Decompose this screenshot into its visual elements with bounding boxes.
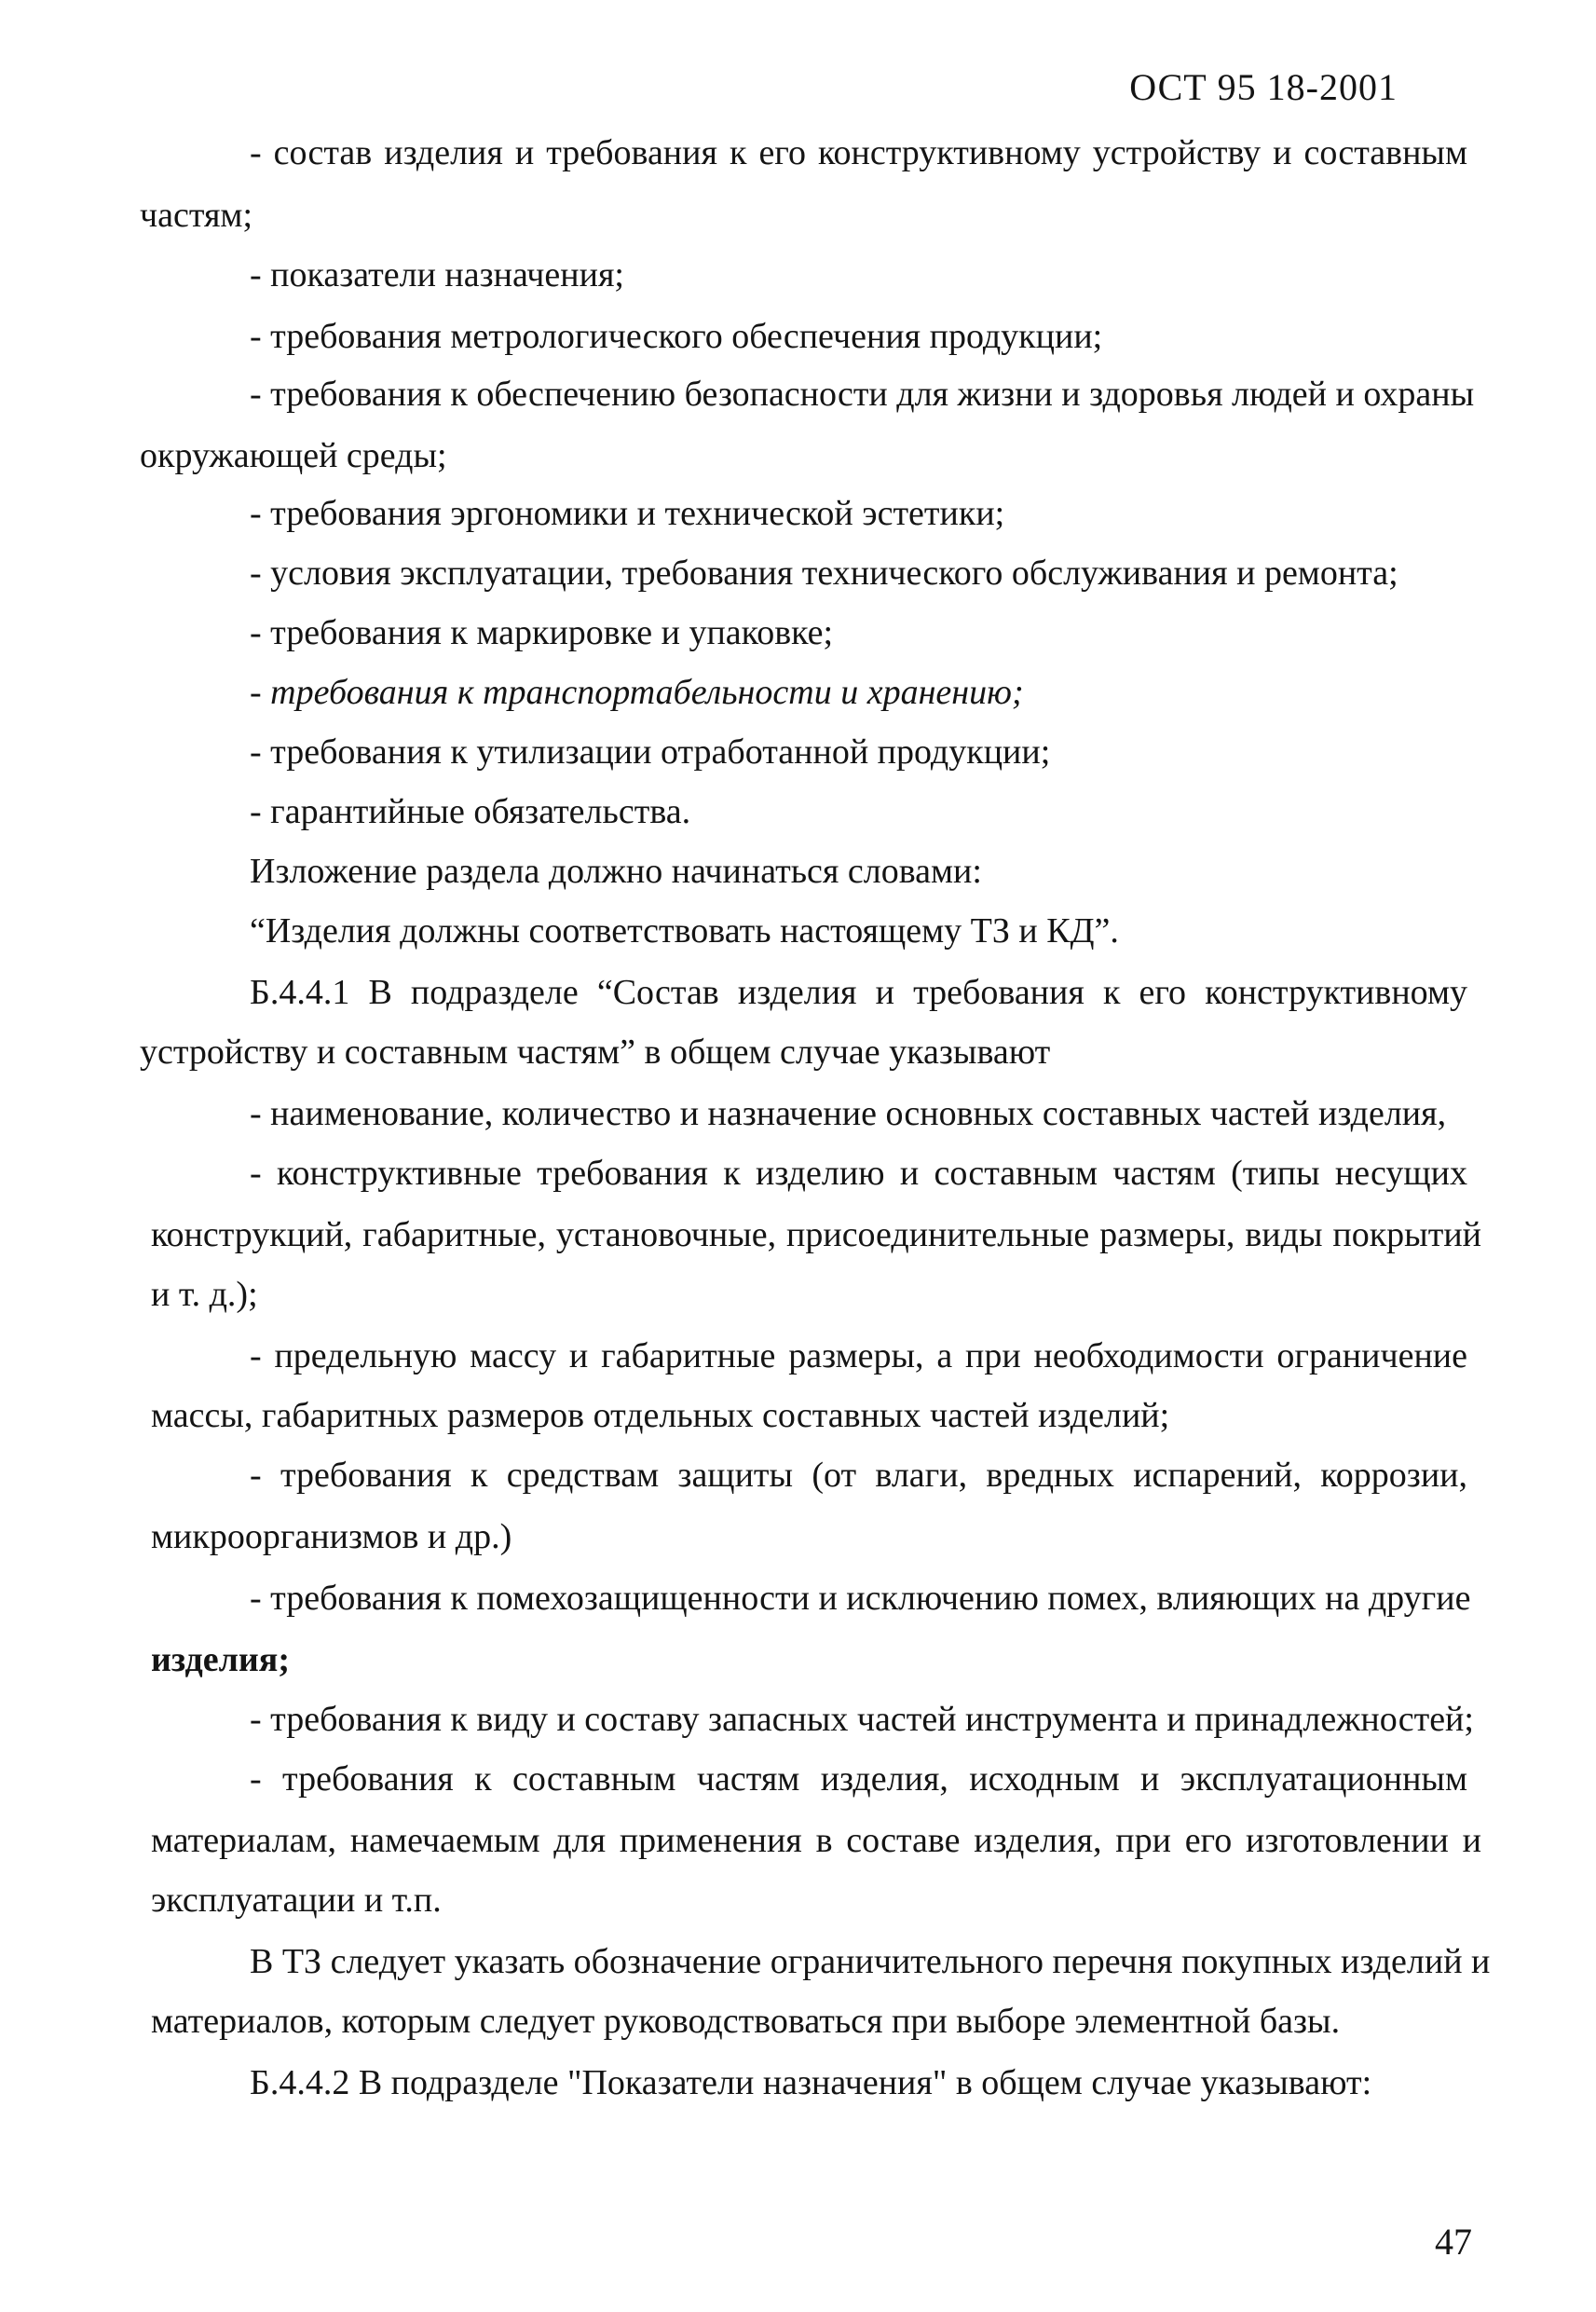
text-line: устройству и составным частям” в общем случае указывают: [140, 1033, 1051, 1072]
list-item: - требования метрологического обеспечения продукции;: [250, 317, 1103, 356]
list-item: - требования к составным частям изделия, исходным и эксплуатационным: [250, 1759, 1467, 1799]
list-item: - требования эргономики и технической эстетики;: [250, 494, 1005, 533]
list-item: - предельную массу и габаритные размеры, а при необходимости ограничение: [250, 1336, 1467, 1375]
list-item: - требования к маркировке и упаковке;: [250, 613, 834, 652]
text-line: конструкций, габаритные, установочные, присоединительные размеры, виды покрытий: [151, 1215, 1481, 1254]
list-item: - требования к виду и составу запасных частей инструмента и принадлежностей;: [250, 1700, 1474, 1739]
text-line: - состав изделия и требования к его конструктивному устройству и составным: [250, 133, 1467, 172]
text-line: микроорганизмов и др.): [151, 1517, 512, 1556]
text-line: материалам, намечаемым для применения в составе изделия, при его изготовлении и: [151, 1821, 1481, 1860]
list-item: - показатели назначения;: [250, 255, 624, 294]
list-item: - требования к помехозащищенности и исключению помех, влияющих на другие: [250, 1579, 1471, 1618]
list-item: - требования к обеспечению безопасности для жизни и здоровья людей и охраны: [250, 375, 1475, 414]
list-item: - условия эксплуатации, требования технического обслуживания и ремонта;: [250, 554, 1398, 593]
list-item: - требования к средствам защиты (от влаги, вредных испарений, коррозии,: [250, 1456, 1467, 1495]
list-item: - наименование, количество и назначение основных составных частей изделия,: [250, 1094, 1447, 1133]
document-code-header: ОСТ 95 18-2001: [1129, 66, 1398, 108]
paragraph-line: Б.4.4.2 В подразделе "Показатели назначения" в общем случае указывают:: [250, 2063, 1372, 2102]
page-number: 47: [1435, 2221, 1472, 2263]
list-item: - конструктивные требования к изделию и составным частям (типы несущих: [250, 1154, 1467, 1193]
list-item: - требования к транспортабельности и хранению;: [250, 673, 1024, 712]
list-item: - гарантийные обязательства.: [250, 792, 691, 831]
text-line: изделия;: [151, 1640, 290, 1679]
text-line: и т. д.);: [151, 1275, 258, 1314]
text-line: окружающей среды;: [140, 436, 447, 475]
text-line: эксплуатации и т.п.: [151, 1881, 442, 1920]
list-item: - требования к утилизации отработанной продукции;: [250, 732, 1051, 772]
paragraph-line: Изложение раздела должно начинаться словами:: [250, 852, 982, 891]
text-line: частям;: [140, 196, 253, 235]
paragraph-line: Б.4.4.1 В подразделе “Состав изделия и требования к его конструктивному: [250, 973, 1467, 1012]
paragraph-line: В ТЗ следует указать обозначение ограничительного перечня покупных изделий и: [250, 1942, 1491, 1981]
text-line: материалов, которым следует руководствоваться при выборе элементной базы.: [151, 2002, 1341, 2041]
text-line: массы, габаритных размеров отдельных составных частей изделий;: [151, 1396, 1170, 1435]
quote-line: “Изделия должны соответствовать настоящему ТЗ и КД”.: [250, 911, 1119, 951]
